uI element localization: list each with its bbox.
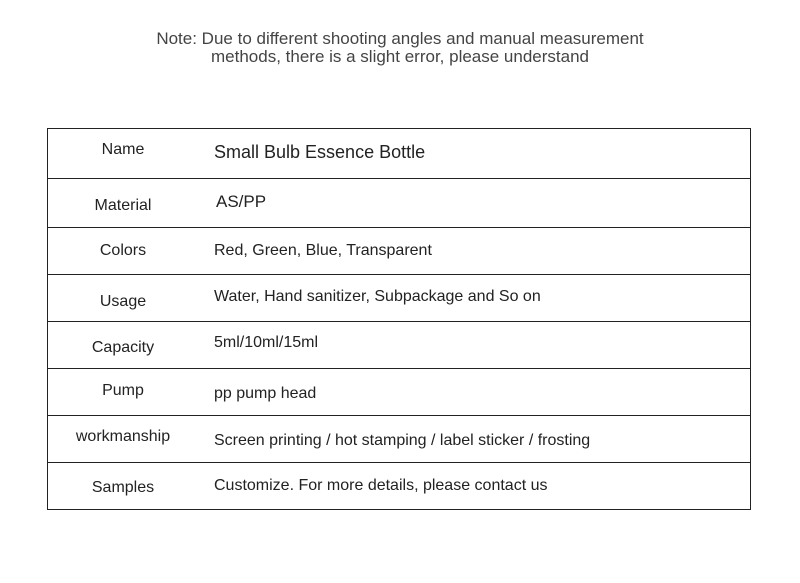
spec-row-workmanship	[48, 416, 751, 463]
spec-row-name	[48, 129, 751, 179]
spec-row-capacity	[48, 322, 751, 369]
spec-row-pump	[48, 369, 751, 416]
spec-row-usage	[48, 275, 751, 322]
spec-label: Material	[94, 197, 152, 214]
spec-label: Name	[101, 140, 145, 158]
spec-value: Customize. For more details, please contact us	[214, 477, 548, 494]
spec-value: 5ml/10ml/15ml	[214, 334, 319, 351]
spec-label: workmanship	[75, 428, 171, 445]
spec-value: AS/PP	[216, 191, 267, 211]
spec-row-material	[48, 179, 751, 228]
product-spec-table	[47, 128, 751, 510]
spec-label: Capacity	[91, 339, 155, 356]
disclaimer-line-2: methods, there is a slight error, please understand	[211, 47, 589, 66]
spec-label: Pump	[102, 381, 144, 399]
disclaimer-note	[100, 30, 700, 66]
spec-label: Usage	[99, 292, 147, 310]
spec-label: Samples	[91, 479, 155, 496]
spec-value-cell	[214, 179, 751, 228]
spec-value: Small Bulb Essence Bottle	[214, 141, 426, 162]
spec-value: Red, Green, Blue, Transparent	[214, 242, 432, 259]
disclaimer-line-1: Note: Due to different shooting angles and manual measurement	[156, 29, 644, 48]
spec-row-colors	[48, 228, 751, 275]
spec-value: Screen printing / hot stamping / label sticker / frosting	[214, 431, 591, 449]
spec-label: Colors	[99, 242, 147, 259]
spec-value: pp pump head	[214, 385, 317, 402]
spec-value: Water, Hand sanitizer, Subpackage and So on	[214, 288, 541, 305]
spec-row-samples	[48, 463, 751, 510]
